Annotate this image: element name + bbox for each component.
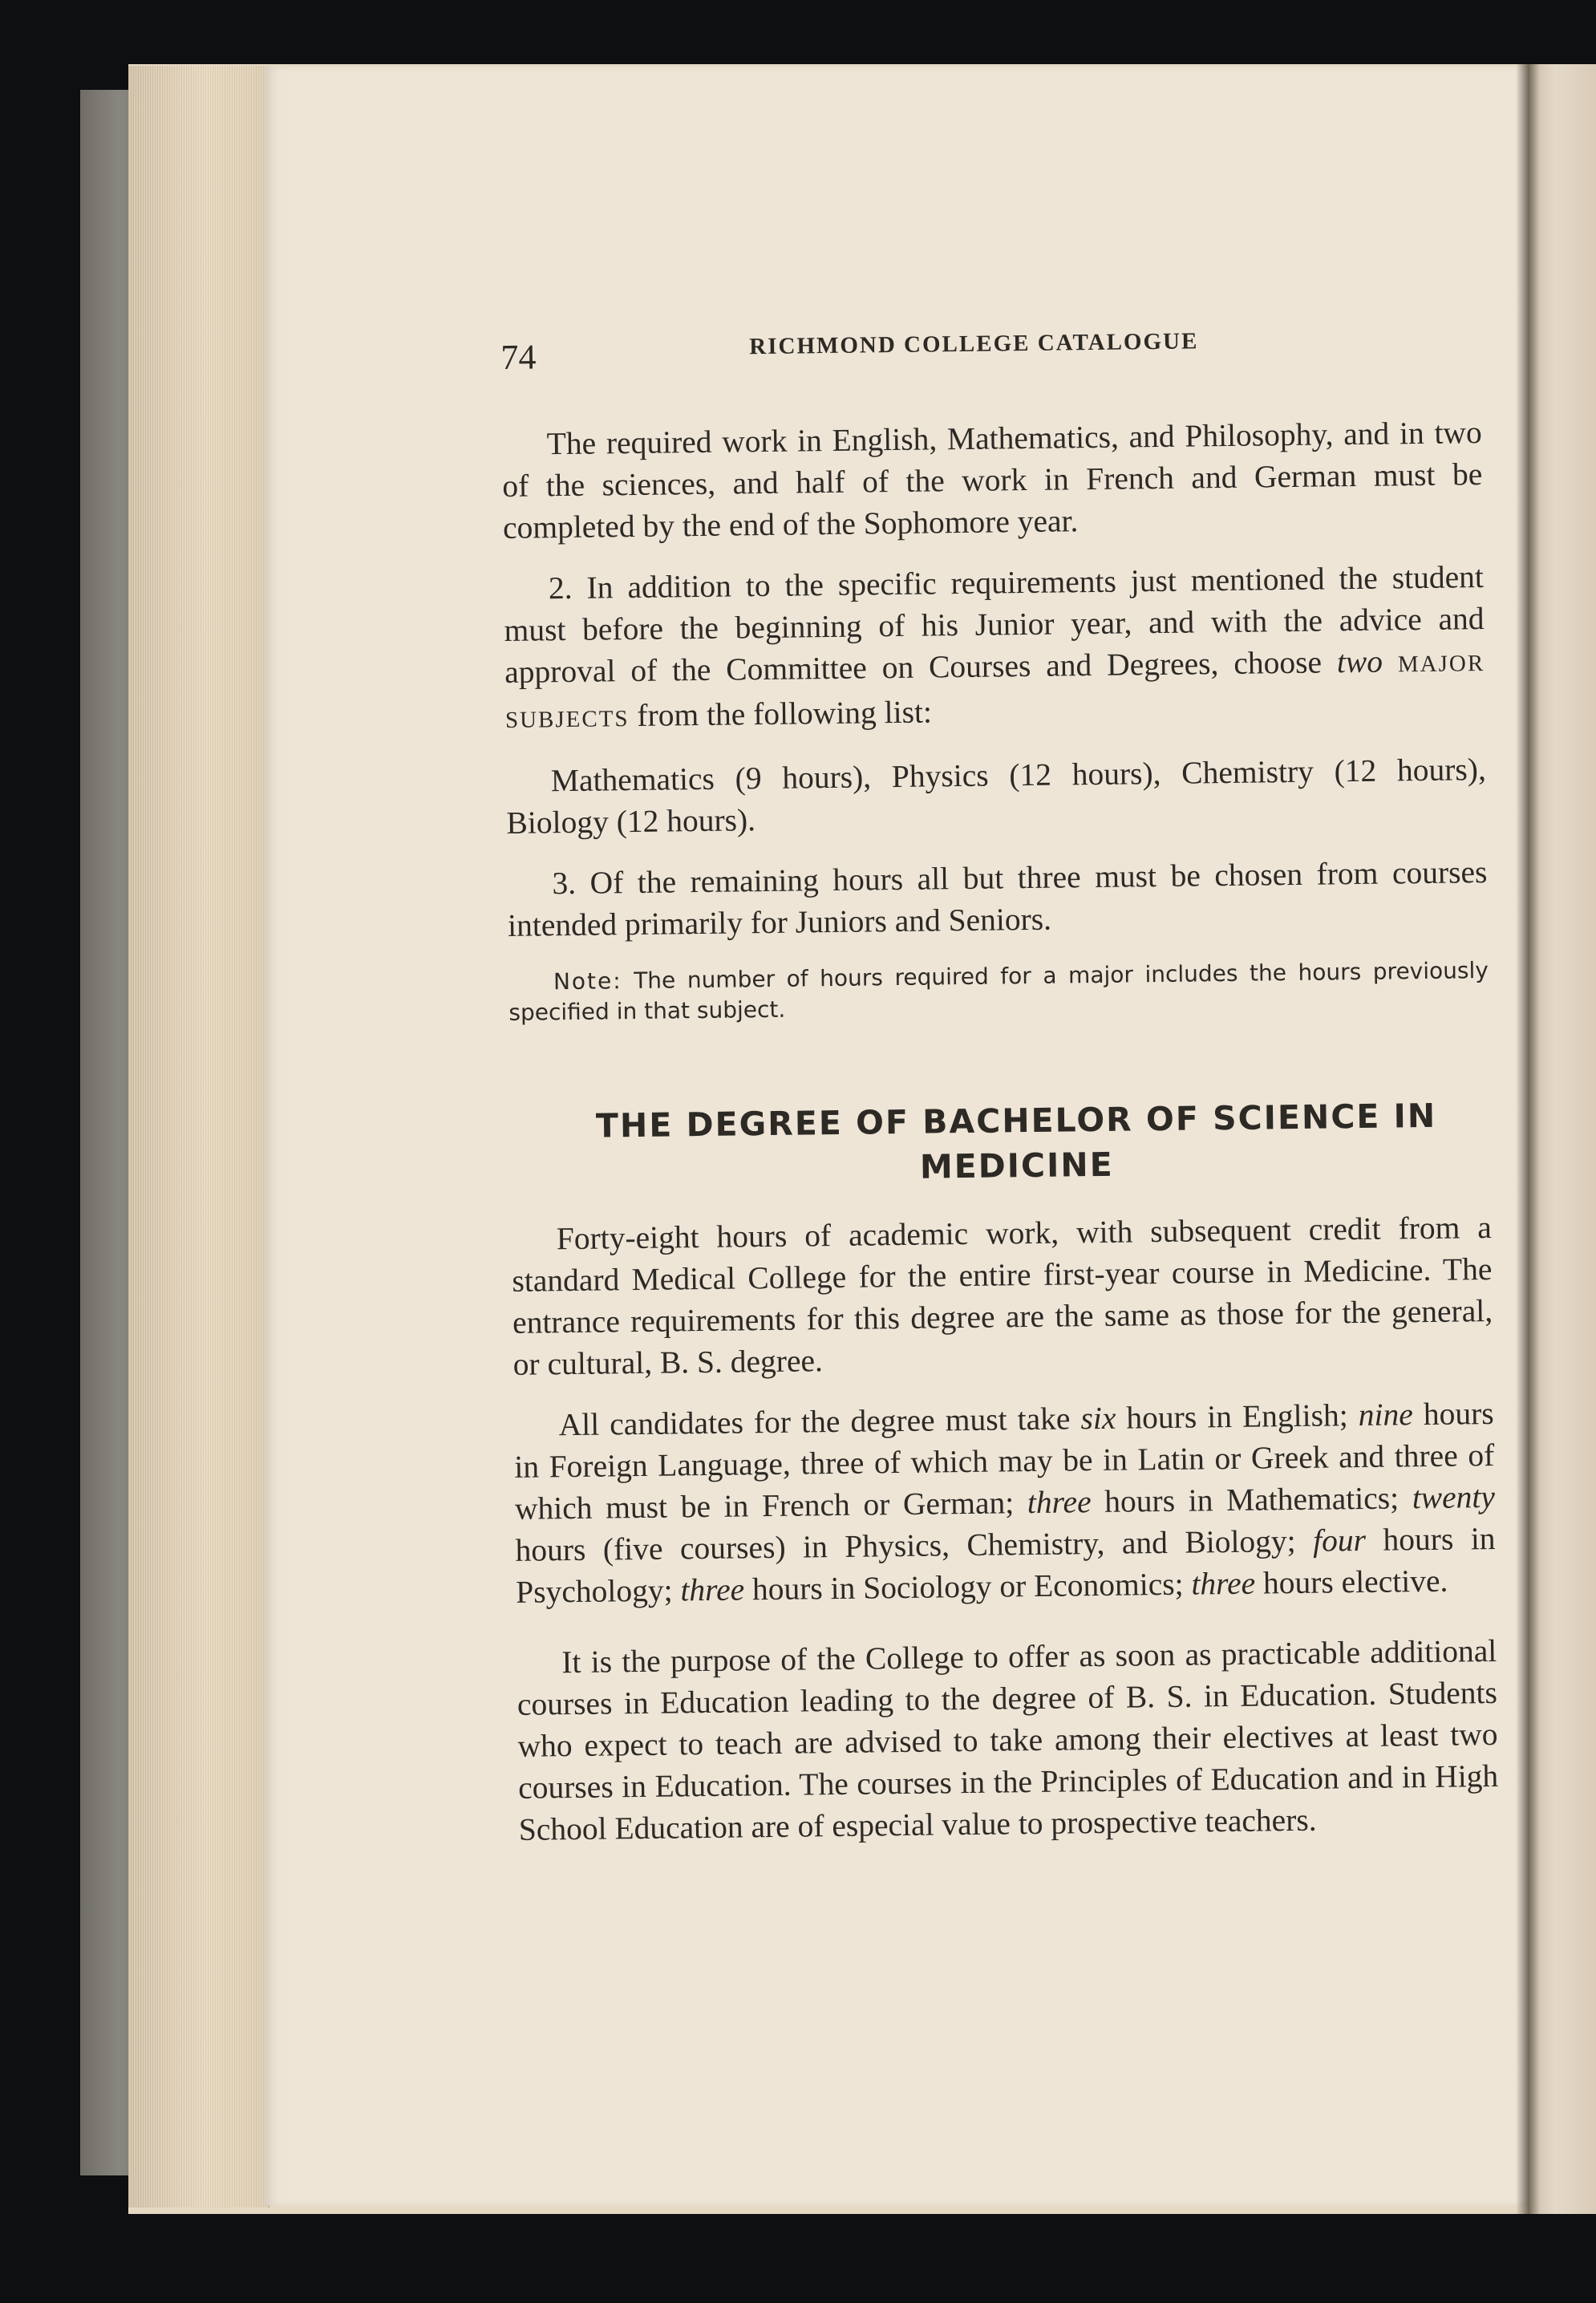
page-number: 74 bbox=[500, 337, 537, 377]
paragraph-required-work: The required work in English, Mathematics, and Philosophy, and in two of the sciences, and half of the work in French and German must be completed by the end of the Sophomore year. bbox=[502, 415, 1483, 545]
text-run: from the following list: bbox=[629, 694, 933, 734]
text-run: hours elective. bbox=[1254, 1563, 1448, 1601]
gutter-shadow bbox=[1516, 64, 1540, 2214]
note bbox=[508, 955, 1489, 1028]
paragraph-forty-eight-hours: Forty-eight hours of academic work, with subsequent credit from a standard Medical College for the entire first-year course in Medicine. The entrance requirements for this degree are the same as those for the general, or cultural, B. S. degree. bbox=[512, 1209, 1493, 1382]
text-run: hours in English; bbox=[1116, 1397, 1359, 1436]
emphasis-three: three bbox=[680, 1571, 745, 1608]
emphasis-twenty: twenty bbox=[1412, 1478, 1496, 1516]
text-run: hours (five courses) in Physics, Chemistry, and Biology; bbox=[515, 1522, 1314, 1568]
note-label: Note: bbox=[553, 967, 622, 995]
emphasis-six: six bbox=[1080, 1400, 1116, 1437]
page-text bbox=[500, 317, 1499, 1851]
text-run: hours in Mathematics; bbox=[1091, 1480, 1413, 1520]
paragraph-candidates bbox=[513, 1393, 1496, 1613]
section-heading bbox=[510, 1093, 1491, 1194]
heading-line-1: THE DEGREE OF BACHELOR OF SCIENCE IN bbox=[595, 1096, 1437, 1145]
page-edges bbox=[128, 66, 269, 2208]
paragraph-major-subjects bbox=[504, 556, 1486, 741]
emphasis-three: three bbox=[1027, 1484, 1092, 1521]
emphasis-nine: nine bbox=[1358, 1397, 1414, 1433]
paragraph-remaining-hours: 3. Of the remaining hours all but three must be chosen from courses intended primarily for Juniors and Seniors. bbox=[507, 854, 1488, 943]
running-head: RICHMOND COLLEGE CATALOGUE bbox=[749, 328, 1199, 360]
emphasis-two: two bbox=[1336, 643, 1383, 680]
heading-line-2: MEDICINE bbox=[919, 1145, 1114, 1186]
text-run: 2. In addition to the specific requirements just mentioned the student must before the beginning of his Junior year, and with the advice and approval of the Committee on Courses and Degrees, choose bbox=[504, 559, 1485, 690]
page-header bbox=[500, 317, 1481, 385]
text-run: hours in Sociology or Economics; bbox=[743, 1566, 1192, 1608]
emphasis-three: three bbox=[1191, 1565, 1256, 1602]
text-run: hours in Psychology; bbox=[515, 1520, 1496, 1610]
note-text: The number of hours required for a major includes the hours previously specified in that subject. bbox=[508, 957, 1489, 1026]
text-run: hours in Foreign Language, three of which may be in Latin or Greek and three of which must be in French or German; bbox=[514, 1395, 1495, 1527]
paragraph-subject-list: Mathematics (9 hours), Physics (12 hours), Chemistry (12 hours), Biology (12 hours). bbox=[506, 752, 1487, 841]
paragraph-education-courses: It is the purpose of the College to offer as soon as practicable additional courses in Education leading to the degree of B. S. in Education. Students who expect to teach are advised to take among their electives at least two courses in Education. The courses in the Principles of Education and in High School Education are of especial value to prospective teachers. bbox=[516, 1632, 1499, 1847]
emphasis-four: four bbox=[1312, 1522, 1367, 1559]
text-run: All candidates for the degree must take bbox=[558, 1401, 1081, 1443]
smallcaps-major-subjects: MAJOR SUBJECTS bbox=[504, 651, 1485, 733]
